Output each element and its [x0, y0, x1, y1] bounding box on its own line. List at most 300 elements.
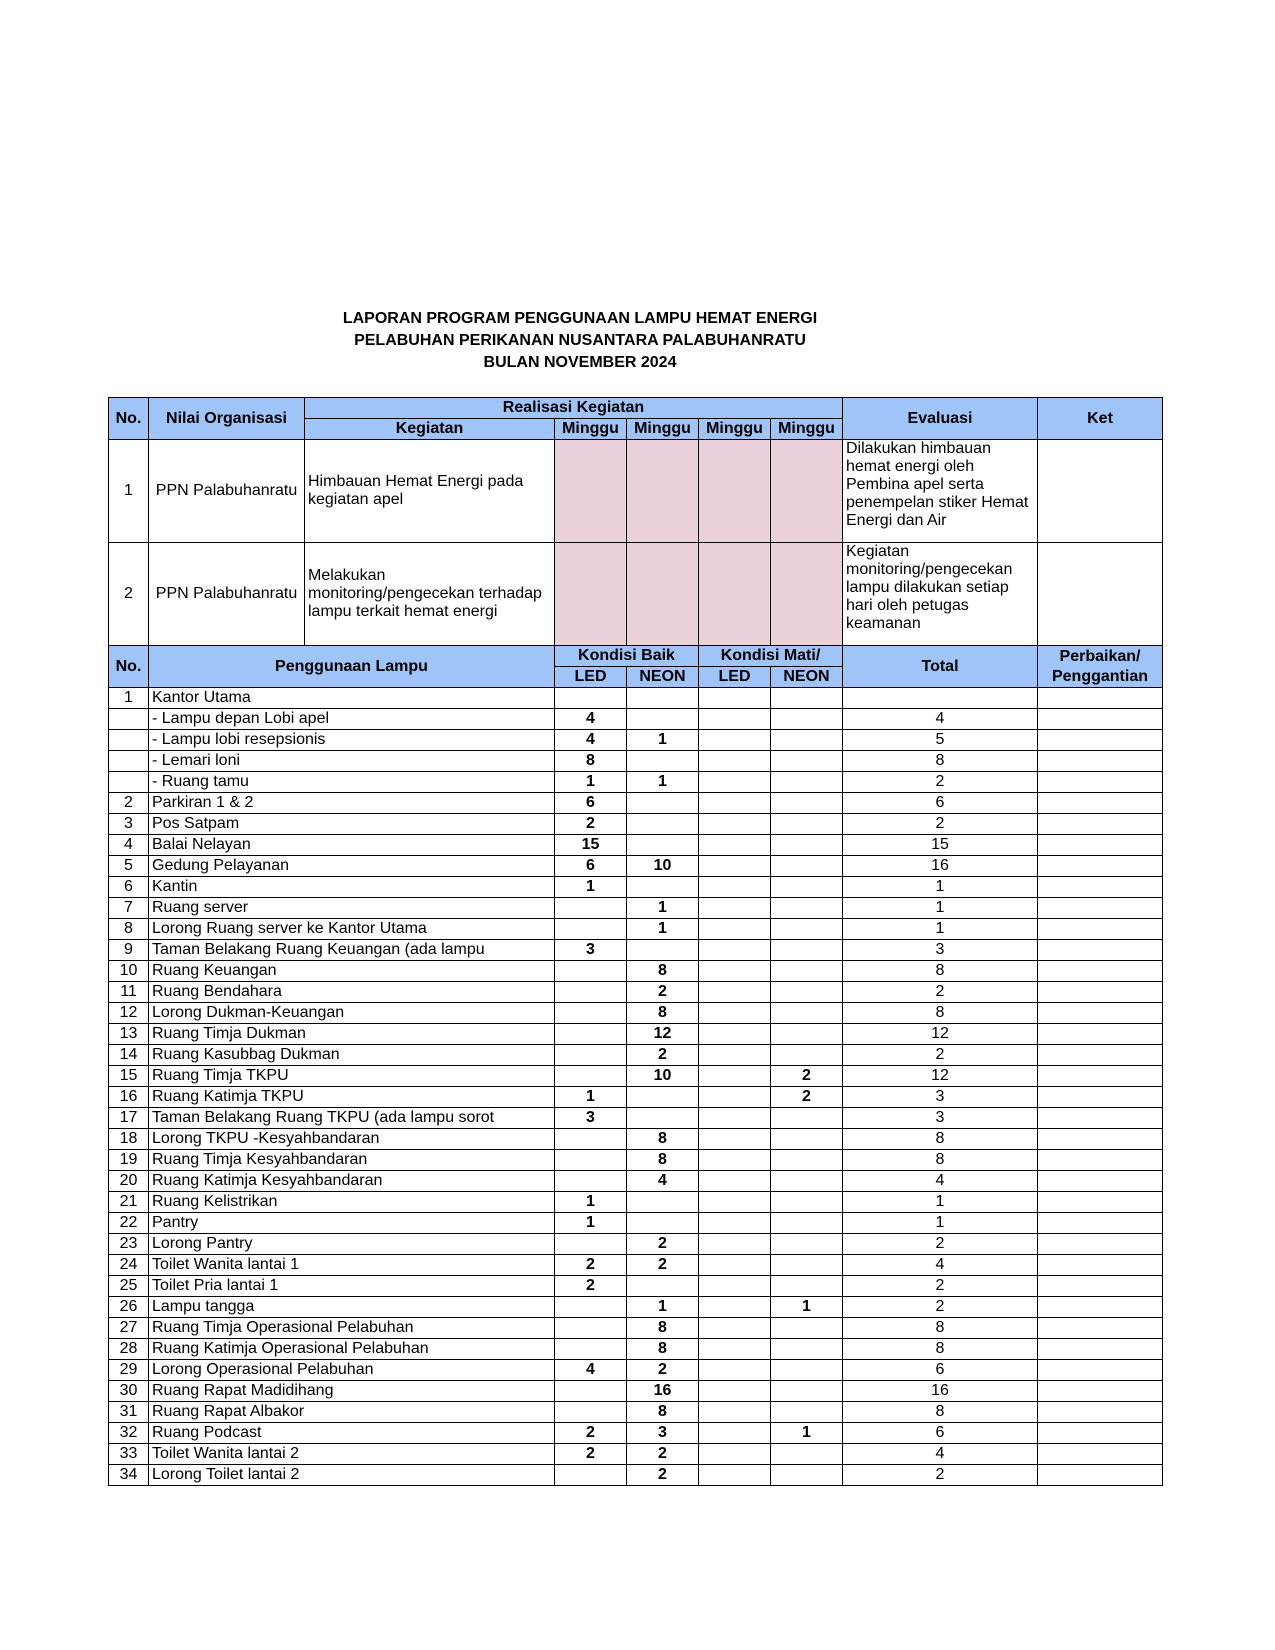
lamp-mati-neon: [771, 730, 843, 751]
lamp-baik-neon: [627, 1213, 699, 1234]
lamp-perbaikan: [1038, 898, 1163, 919]
lamp-row: [109, 688, 1163, 709]
lamp-baik-neon: [627, 1276, 699, 1297]
lamp-baik-led: [555, 1003, 627, 1024]
lamp-no: 23: [109, 1234, 149, 1255]
lamp-perbaikan: [1038, 1381, 1163, 1402]
lamp-perbaikan: [1038, 1465, 1163, 1486]
lamp-name: Toilet Wanita lantai 1: [149, 1255, 555, 1276]
lamp-baik-neon: 8: [627, 1318, 699, 1339]
lamp-baik-neon: [627, 751, 699, 772]
lamp-mati-led: [699, 1087, 771, 1108]
lamp-perbaikan: [1038, 982, 1163, 1003]
lamp-total: 12: [843, 1024, 1038, 1045]
lamp-no: 16: [109, 1087, 149, 1108]
lamp-total: 12: [843, 1066, 1038, 1087]
lamp-name: Ruang Timja Operasional Pelabuhan: [149, 1318, 555, 1339]
activity-org: PPN Palabuhanratu: [149, 543, 305, 646]
lamp-perbaikan: [1038, 940, 1163, 961]
header-minggu-2: Minggu: [627, 419, 699, 440]
lamp-baik-led: 6: [555, 856, 627, 877]
lamp-perbaikan: [1038, 1045, 1163, 1066]
lamp-mati-led: [699, 877, 771, 898]
lamp-name: Toilet Pria lantai 1: [149, 1276, 555, 1297]
lamp-mati-led: [699, 1423, 771, 1444]
report-title-line-2: PELABUHAN PERIKANAN NUSANTARA PALABUHANRATU: [354, 332, 806, 349]
lamp-no: 9: [109, 940, 149, 961]
lamp-mati-led: [699, 1465, 771, 1486]
lamp-no: [109, 751, 149, 772]
lamp-perbaikan: [1038, 1234, 1163, 1255]
lamp-mati-led: [699, 1444, 771, 1465]
lamp-mati-led: [699, 1318, 771, 1339]
lamp-mati-led: [699, 940, 771, 961]
lamp-perbaikan: [1038, 1402, 1163, 1423]
lamp-name: Kantin: [149, 877, 555, 898]
lamp-baik-neon: 8: [627, 1339, 699, 1360]
activity-kegiatan: Himbauan Hemat Energi pada kegiatan apel: [305, 440, 555, 543]
lamp-baik-led: 15: [555, 835, 627, 856]
lamp-perbaikan: [1038, 856, 1163, 877]
lamp-baik-led: [555, 961, 627, 982]
lamp-row: [109, 1318, 1163, 1339]
lamp-total: 3: [843, 1108, 1038, 1129]
lamp-mati-led: [699, 751, 771, 772]
lamp-mati-neon: 1: [771, 1423, 843, 1444]
lamp-mati-neon: [771, 1129, 843, 1150]
lamp-mati-neon: [771, 688, 843, 709]
lamp-no: 26: [109, 1297, 149, 1318]
lamp-mati-neon: [771, 856, 843, 877]
header-evaluasi: Evaluasi: [843, 398, 1038, 440]
lamp-mati-neon: [771, 1444, 843, 1465]
lamp-no: 11: [109, 982, 149, 1003]
lamp-name: - Lemari loni: [149, 751, 555, 772]
lamp-name: Ruang Bendahara: [149, 982, 555, 1003]
lamp-mati-led: [699, 982, 771, 1003]
lamp-baik-neon: [627, 1192, 699, 1213]
lamp-baik-led: 3: [555, 1108, 627, 1129]
lamp-baik-neon: [627, 793, 699, 814]
lamp-no: 5: [109, 856, 149, 877]
lamp-name: Ruang Timja Dukman: [149, 1024, 555, 1045]
lamp-mati-led: [699, 1066, 771, 1087]
lamp-name: Ruang Katimja TKPU: [149, 1087, 555, 1108]
lamp-total: 4: [843, 1171, 1038, 1192]
lamp-mati-led: [699, 1045, 771, 1066]
lamp-total: 8: [843, 1402, 1038, 1423]
lamp-baik-led: 6: [555, 793, 627, 814]
lamp-no: 4: [109, 835, 149, 856]
lamp-baik-neon: 2: [627, 1360, 699, 1381]
lamp-baik-led: [555, 982, 627, 1003]
activity-evaluasi: [843, 440, 1038, 543]
lamp-row: [109, 982, 1163, 1003]
lamp-total: 3: [843, 1087, 1038, 1108]
lamp-no: [109, 772, 149, 793]
activity-kegiatan: Melakukan monitoring/pengecekan terhadap lampu terkait hemat energi: [305, 543, 555, 646]
lamp-no: 32: [109, 1423, 149, 1444]
lamp-mati-led: [699, 1402, 771, 1423]
lamp-total: 6: [843, 1360, 1038, 1381]
lamp-mati-neon: [771, 1381, 843, 1402]
lamp-no: [109, 730, 149, 751]
lamp-header-baik-led: LED: [555, 667, 627, 688]
lamp-perbaikan: [1038, 772, 1163, 793]
lamp-baik-led: [555, 919, 627, 940]
header-minggu-3: Minggu: [699, 419, 771, 440]
lamp-baik-led: [555, 1024, 627, 1045]
lamp-total: 15: [843, 835, 1038, 856]
lamp-total: 2: [843, 1297, 1038, 1318]
lamp-baik-led: [555, 898, 627, 919]
lamp-total: 1: [843, 1213, 1038, 1234]
lamp-perbaikan: [1038, 1339, 1163, 1360]
lamp-name: Taman Belakang Ruang TKPU (ada lampu sorot: [149, 1108, 555, 1129]
lamp-row: [109, 772, 1163, 793]
lamp-perbaikan: [1038, 1129, 1163, 1150]
lamp-name: Lorong Pantry: [149, 1234, 555, 1255]
lamp-perbaikan: [1038, 1360, 1163, 1381]
lamp-baik-neon: 2: [627, 1255, 699, 1276]
lamp-baik-led: 2: [555, 1255, 627, 1276]
lamp-no: [109, 709, 149, 730]
lamp-name: Ruang Kelistrikan: [149, 1192, 555, 1213]
lamp-name: Balai Nelayan: [149, 835, 555, 856]
lamp-baik-led: [555, 1171, 627, 1192]
lamp-row: [109, 1150, 1163, 1171]
lamp-row: [109, 1129, 1163, 1150]
lamp-baik-led: [555, 1045, 627, 1066]
activity-minggu-cell: [555, 543, 627, 646]
activity-minggu-cell: [627, 543, 699, 646]
lamp-total: 2: [843, 1234, 1038, 1255]
lamp-total: 16: [843, 856, 1038, 877]
lamp-mati-neon: [771, 898, 843, 919]
lamp-mati-neon: [771, 1171, 843, 1192]
lamp-total: 6: [843, 1423, 1038, 1444]
lamp-baik-led: [555, 1150, 627, 1171]
lamp-mati-neon: [771, 772, 843, 793]
lamp-mati-neon: [771, 1192, 843, 1213]
lamp-name: Ruang Timja Kesyahbandaran: [149, 1150, 555, 1171]
lamp-perbaikan: [1038, 1297, 1163, 1318]
lamp-mati-led: [699, 1255, 771, 1276]
lamp-total: 4: [843, 709, 1038, 730]
lamp-baik-neon: 10: [627, 856, 699, 877]
lamp-baik-neon: 2: [627, 1045, 699, 1066]
lamp-name: Ruang server: [149, 898, 555, 919]
lamp-name: Ruang Kasubbag Dukman: [149, 1045, 555, 1066]
activity-minggu-cell: [627, 440, 699, 543]
lamp-name: Kantor Utama: [149, 688, 555, 709]
lamp-mati-neon: [771, 919, 843, 940]
lamp-baik-led: [555, 1318, 627, 1339]
lamp-mati-neon: [771, 1045, 843, 1066]
lamp-perbaikan: [1038, 793, 1163, 814]
header-minggu-4: Minggu: [771, 419, 843, 440]
lamp-baik-led: [555, 1129, 627, 1150]
lamp-row: [109, 1087, 1163, 1108]
lamp-baik-led: [555, 1402, 627, 1423]
lamp-name: Lorong Toilet lantai 2: [149, 1465, 555, 1486]
lamp-name: Pos Satpam: [149, 814, 555, 835]
report-table-body: [109, 398, 1163, 1486]
lamp-baik-led: 3: [555, 940, 627, 961]
lamp-row: [109, 1339, 1163, 1360]
lamp-baik-neon: [627, 709, 699, 730]
lamp-total: 4: [843, 1255, 1038, 1276]
lamp-baik-led: 4: [555, 730, 627, 751]
report-table: [108, 397, 1163, 1486]
lamp-no: 31: [109, 1402, 149, 1423]
lamp-mati-led: [699, 1381, 771, 1402]
lamp-row: [109, 730, 1163, 751]
lamp-header-row-1: [109, 646, 1163, 667]
lamp-baik-neon: 16: [627, 1381, 699, 1402]
lamp-row: [109, 961, 1163, 982]
lamp-header-penggunaan: Penggunaan Lampu: [149, 646, 555, 688]
lamp-no: 19: [109, 1150, 149, 1171]
lamp-mati-led: [699, 919, 771, 940]
lamp-row: [109, 1381, 1163, 1402]
lamp-perbaikan: [1038, 709, 1163, 730]
lamp-mati-neon: [771, 961, 843, 982]
lamp-mati-neon: [771, 709, 843, 730]
lamp-row: [109, 1423, 1163, 1444]
lamp-header-kondisi-mati: Kondisi Mati/: [699, 646, 843, 667]
lamp-baik-neon: [627, 1108, 699, 1129]
lamp-perbaikan: [1038, 751, 1163, 772]
lamp-no: 6: [109, 877, 149, 898]
lamp-perbaikan: [1038, 688, 1163, 709]
lamp-baik-neon: [627, 814, 699, 835]
lamp-header-kondisi-baik: Kondisi Baik: [555, 646, 699, 667]
lamp-perbaikan: [1038, 730, 1163, 751]
lamp-baik-neon: [627, 688, 699, 709]
lamp-perbaikan: [1038, 1150, 1163, 1171]
lamp-perbaikan: [1038, 1171, 1163, 1192]
lamp-baik-neon: 3: [627, 1423, 699, 1444]
lamp-row: [109, 1465, 1163, 1486]
lamp-baik-led: 2: [555, 1444, 627, 1465]
activity-minggu-cell: [771, 440, 843, 543]
lamp-mati-neon: [771, 1360, 843, 1381]
lamp-total: 1: [843, 919, 1038, 940]
lamp-baik-led: 4: [555, 1360, 627, 1381]
lamp-baik-led: 2: [555, 1276, 627, 1297]
lamp-perbaikan: [1038, 835, 1163, 856]
lamp-no: 24: [109, 1255, 149, 1276]
lamp-perbaikan: [1038, 1108, 1163, 1129]
lamp-baik-neon: 10: [627, 1066, 699, 1087]
activity-evaluasi-text: Kegiatan monitoring/pengecekan lampu dilakukan setiap hari oleh petugas keamanan: [846, 543, 1013, 632]
lamp-perbaikan: [1038, 1024, 1163, 1045]
lamp-baik-neon: 8: [627, 1003, 699, 1024]
lamp-baik-led: [555, 1066, 627, 1087]
lamp-row: [109, 877, 1163, 898]
lamp-total: 2: [843, 772, 1038, 793]
lamp-baik-led: 4: [555, 709, 627, 730]
lamp-mati-led: [699, 1276, 771, 1297]
lamp-baik-neon: 2: [627, 1234, 699, 1255]
lamp-baik-led: 1: [555, 1192, 627, 1213]
lamp-baik-neon: 8: [627, 1129, 699, 1150]
lamp-mati-led: [699, 1171, 771, 1192]
lamp-no: 20: [109, 1171, 149, 1192]
lamp-mati-led: [699, 835, 771, 856]
lamp-baik-led: 8: [555, 751, 627, 772]
lamp-mati-led: [699, 1150, 771, 1171]
lamp-name: Taman Belakang Ruang Keuangan (ada lampu: [149, 940, 555, 961]
lamp-baik-neon: 8: [627, 1402, 699, 1423]
lamp-mati-led: [699, 961, 771, 982]
lamp-no: 18: [109, 1129, 149, 1150]
lamp-total: 8: [843, 961, 1038, 982]
lamp-no: 17: [109, 1108, 149, 1129]
activity-row: [109, 543, 1163, 646]
lamp-no: 15: [109, 1066, 149, 1087]
lamp-perbaikan: [1038, 1213, 1163, 1234]
lamp-row: [109, 1297, 1163, 1318]
lamp-mati-neon: [771, 982, 843, 1003]
lamp-name: Lorong Ruang server ke Kantor Utama: [149, 919, 555, 940]
lamp-name: Pantry: [149, 1213, 555, 1234]
lamp-mati-led: [699, 709, 771, 730]
lamp-mati-neon: [771, 1234, 843, 1255]
lamp-total: 5: [843, 730, 1038, 751]
lamp-baik-neon: 1: [627, 1297, 699, 1318]
activity-row: [109, 440, 1163, 543]
lamp-row: [109, 940, 1163, 961]
lamp-baik-neon: 4: [627, 1171, 699, 1192]
activity-ket: [1038, 440, 1163, 543]
lamp-mati-led: [699, 1129, 771, 1150]
lamp-perbaikan: [1038, 1276, 1163, 1297]
lamp-baik-neon: [627, 940, 699, 961]
lamp-name: Ruang Katimja Kesyahbandaran: [149, 1171, 555, 1192]
lamp-row: [109, 793, 1163, 814]
lamp-mati-neon: [771, 1276, 843, 1297]
lamp-baik-led: [555, 1465, 627, 1486]
lamp-no: 33: [109, 1444, 149, 1465]
lamp-no: 27: [109, 1318, 149, 1339]
lamp-baik-neon: 1: [627, 730, 699, 751]
lamp-baik-neon: 2: [627, 982, 699, 1003]
lamp-mati-led: [699, 1360, 771, 1381]
lamp-header-no: No.: [109, 646, 149, 688]
lamp-name: - Ruang tamu: [149, 772, 555, 793]
lamp-mati-led: [699, 856, 771, 877]
lamp-mati-led: [699, 772, 771, 793]
lamp-no: 28: [109, 1339, 149, 1360]
lamp-baik-neon: 2: [627, 1444, 699, 1465]
lamp-mati-neon: 1: [771, 1297, 843, 1318]
lamp-no: 3: [109, 814, 149, 835]
lamp-mati-neon: 2: [771, 1066, 843, 1087]
lamp-row: [109, 709, 1163, 730]
lamp-row: [109, 1003, 1163, 1024]
lamp-header-mati-led: LED: [699, 667, 771, 688]
lamp-baik-led: [555, 1381, 627, 1402]
lamp-baik-neon: 1: [627, 772, 699, 793]
lamp-mati-led: [699, 814, 771, 835]
lamp-name: - Lampu depan Lobi apel: [149, 709, 555, 730]
lamp-baik-led: 1: [555, 1213, 627, 1234]
header-realisasi-kegiatan: Realisasi Kegiatan: [305, 398, 843, 419]
activity-minggu-cell: [699, 440, 771, 543]
lamp-perbaikan: [1038, 814, 1163, 835]
lamp-name: Lampu tangga: [149, 1297, 555, 1318]
lamp-mati-led: [699, 898, 771, 919]
lamp-name: Ruang Podcast: [149, 1423, 555, 1444]
lamp-perbaikan: [1038, 1255, 1163, 1276]
lamp-mati-led: [699, 1213, 771, 1234]
header-no: No.: [109, 398, 149, 440]
lamp-name: Ruang Rapat Madidihang: [149, 1381, 555, 1402]
lamp-mati-led: [699, 1108, 771, 1129]
lamp-name: Gedung Pelayanan: [149, 856, 555, 877]
lamp-row: [109, 1045, 1163, 1066]
lamp-total: 8: [843, 751, 1038, 772]
lamp-mati-led: [699, 730, 771, 751]
lamp-baik-led: [555, 1297, 627, 1318]
lamp-mati-neon: [771, 940, 843, 961]
lamp-no: 7: [109, 898, 149, 919]
lamp-row: [109, 1192, 1163, 1213]
lamp-baik-led: [555, 1339, 627, 1360]
lamp-no: 13: [109, 1024, 149, 1045]
lamp-total: 1: [843, 898, 1038, 919]
report-title-line-3: BULAN NOVEMBER 2024: [483, 354, 677, 371]
lamp-baik-led: [555, 688, 627, 709]
lamp-no: 2: [109, 793, 149, 814]
lamp-mati-neon: [771, 793, 843, 814]
lamp-total: 2: [843, 1045, 1038, 1066]
lamp-total: 6: [843, 793, 1038, 814]
lamp-no: 30: [109, 1381, 149, 1402]
lamp-mati-led: [699, 1003, 771, 1024]
lamp-header-baik-neon: NEON: [627, 667, 699, 688]
lamp-name: Toilet Wanita lantai 2: [149, 1444, 555, 1465]
header-minggu-1: Minggu: [555, 419, 627, 440]
lamp-row: [109, 898, 1163, 919]
lamp-mati-led: [699, 1297, 771, 1318]
lamp-no: 10: [109, 961, 149, 982]
lamp-total: [843, 688, 1038, 709]
lamp-no: 21: [109, 1192, 149, 1213]
lamp-row: [109, 1024, 1163, 1045]
lamp-total: 2: [843, 814, 1038, 835]
lamp-no: 22: [109, 1213, 149, 1234]
lamp-mati-neon: [771, 877, 843, 898]
lamp-row: [109, 856, 1163, 877]
lamp-mati-neon: [771, 814, 843, 835]
activity-minggu-cell: [699, 543, 771, 646]
lamp-row: [109, 1108, 1163, 1129]
lamp-total: 16: [843, 1381, 1038, 1402]
lamp-baik-neon: 8: [627, 961, 699, 982]
lamp-no: 12: [109, 1003, 149, 1024]
activity-evaluasi: [843, 543, 1038, 646]
lamp-mati-neon: [771, 751, 843, 772]
lamp-baik-neon: 2: [627, 1465, 699, 1486]
report-title-line-1: LAPORAN PROGRAM PENGGUNAAN LAMPU HEMAT ENERGI: [342, 310, 818, 327]
lamp-perbaikan: [1038, 1444, 1163, 1465]
lamp-no: 29: [109, 1360, 149, 1381]
lamp-baik-led: 1: [555, 772, 627, 793]
lamp-perbaikan: [1038, 1087, 1163, 1108]
